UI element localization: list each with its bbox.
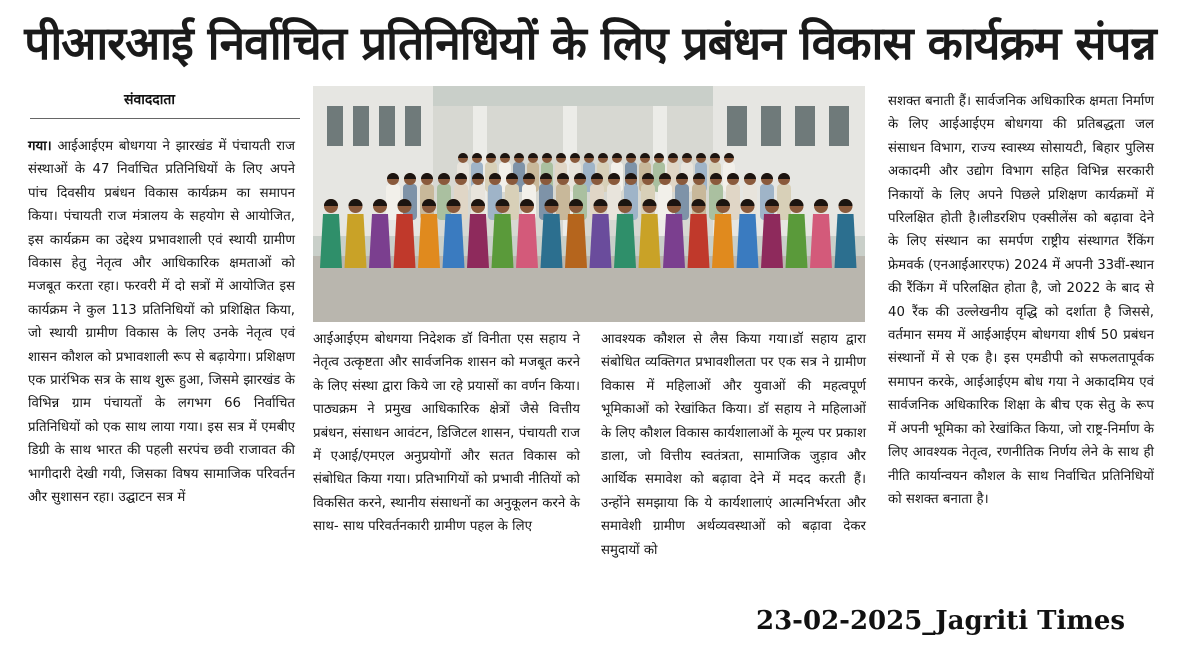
article-column-1 <box>28 135 295 510</box>
person-saree <box>492 214 514 268</box>
group-photo <box>313 86 865 322</box>
building-window <box>829 106 849 146</box>
person-saree <box>418 214 440 268</box>
person-saree <box>786 214 808 268</box>
person-saree <box>516 214 538 268</box>
person-saree <box>541 214 563 268</box>
person-saree <box>639 214 661 268</box>
building-window <box>761 106 781 146</box>
person-saree <box>663 214 685 268</box>
person-saree <box>810 214 832 268</box>
column-3-text: आवश्यक कौशल से लैस किया गया।डॉ सहाय द्वारा संबोधित व्यक्तिगत प्रभावशीलता पर एक सत्र ने ग्रामीण विकास में महिलाओं और युवाओं की महत्वपूर्ण भूमिकाओं को रेखांकित किया। डॉ सहाय ने महिलाओं के लिए कौशल विकास कार्यशालाओं के मूल्य पर प्रकाश डाला, जो वित्तीय स्वतंत्रता, सामाजिक जुड़ाव और आर्थिक समावेश को बढ़ावा देने में मदद करती हैं। उन्होंने समझाया कि ये कार्यशालाएं आत्मनिर्भरता और समावेशी ग्रामीण अर्थव्यवस्थाओं को बढ़ावा देकर समुदायों को <box>601 332 866 558</box>
person-saree <box>761 214 783 268</box>
person-saree <box>614 214 636 268</box>
person-saree <box>443 214 465 268</box>
building-window <box>795 106 815 146</box>
byline-divider <box>30 118 300 119</box>
building-window <box>353 106 369 146</box>
building-window <box>405 106 421 146</box>
group-photo-illustration <box>313 86 865 322</box>
person-saree <box>467 214 489 268</box>
person-saree <box>712 214 734 268</box>
column-4-text: सशक्त बनाती हैं। सार्वजनिक अधिकारिक क्षमता निर्माण के लिए आईआईएम बोधगया की प्रतिबद्धता जल संसाधन विभाग, राज्य स्वास्थ्य सोसायटी, बिहार पुलिस अकादमी और उद्योग विभाग सहित विभिन्न सरकारी निकायों के लिए अपने पिछले प्रशिक्षण कार्यक्रमों में परिलक्षित होती है।लीडरशिप एक्सीलेंस को बढ़ावा देने के लिए संस्थान का समर्पण राष्ट्रीय संस्थागत रैंकिंग फ्रेमवर्क (एनआईआरएफ) 2024 में अपनी 33वीं-स्थान की रैंकिंग में परिलक्षित होता है, जो 2022 के बाद से 40 रैंक की उल्लेखनीय वृद्धि को दर्शाता है जिससे, वर्तमान समय में आईआईएम बोधगया शीर्ष 50 प्रबंधन संस्थानों में से एक है। इस एमडीपी को सफलतापूर्वक समापन करके, आईआईएम बोध गया ने अकादमिय एवं सार्वजनिक अधिकारिक शिक्षा के बीच एक सेतु के रूप में अपनी भूमिका को रेखांकित किया, जो राष्ट्र-निर्माण के लिए आवश्यक नेतृत्व, रणनीतिक निर्णय लेने के साथ ही नीति कार्यान्वयन कौशल के साथ निर्वाचित प्रतिनिधियों को सशक्त बनाता है। <box>888 94 1154 507</box>
person-saree <box>835 214 857 268</box>
publication-dateline: 23-02-2025_Jagriti Times <box>756 606 1126 636</box>
dateline-place: गया। <box>28 139 52 154</box>
person-saree <box>320 214 342 268</box>
headline: पीआरआई निर्वाचित प्रतिनिधियों के लिए प्रबंधन विकास कार्यक्रम संपन्न <box>24 16 1156 70</box>
column-1-text: आईआईएम बोधगया ने झारखंड में पंचायती राज संस्थाओं के 47 निर्वाचित प्रतिनिधियों के लिए अपने पांच दिवसीय प्रबंधन विकास कार्यक्रम का समापन किया। पंचायती राज मंत्रालय के सहयोग से आयोजित, इस कार्यक्रम का उद्देश्य प्रभावशाली एवं स्थायी ग्रामीण विकास हेतु नेतृत्व और आधिकारिक क्षमताओं को मजबूत करता रहा। फरवरी में दो सत्रों में आयोजित इस कार्यक्रम ने कुल 113 प्रतिनिधियों को प्रशिक्षित किया, जो स्थायी ग्रामीण विकास के लिए उनके नेतृत्व एवं शासन कौशल को प्रभावशाली रूप से बढ़ायेगा। प्रशिक्षण एक प्रारंभिक सत्र के साथ शुरू हुआ, जिसमे झारखंड के विभिन्न ग्राम पंचायतों के लगभग 66 निर्वाचित प्रतिनिधियों को एक साथ लाया गया। इस सत्र में एमबीए डिग्री के साथ भारत की पहली सरपंच छवी राजावत की भागीदारी देखी गयी, जिसका विषय सामाजिक परिवर्तन और सुशासन रहा। उद्घाटन सत्र में <box>28 139 295 506</box>
person-saree <box>394 214 416 268</box>
byline: संवाददाता <box>124 92 175 108</box>
article-column-4 <box>888 90 1154 511</box>
building-window <box>327 106 343 146</box>
person-saree <box>737 214 759 268</box>
person-saree <box>369 214 391 268</box>
article-column-3 <box>601 328 866 562</box>
person-saree <box>590 214 612 268</box>
article-column-2 <box>313 328 580 539</box>
person-saree <box>688 214 710 268</box>
column-2-text: आईआईएम बोधगया निदेशक डॉ विनीता एस सहाय ने नेतृत्व उत्कृष्टता और सार्वजनिक शासन को मजबूत करने के लिए संस्था द्वारा किये जा रहे प्रयासों का वर्णन किया। पाठ्यक्रम ने प्रमुख आधिकारिक क्षेत्रों जैसे वित्तीय प्रबंधन, संसाधन आवंटन, डिजिटल शासन, पंचायती राज में एआई/एमएल अनुप्रयोगों और सतत विकास को संबोधित किया गया। प्रतिभागियों को प्रभावी नीतियों को विकसित करने, स्थानीय संसाधनों का अनुकूलन करने के साथ- साथ परिवर्तनकारी ग्रामीण पहल के लिए <box>313 332 580 535</box>
person-saree <box>565 214 587 268</box>
building-window <box>727 106 747 146</box>
building-window <box>379 106 395 146</box>
person-saree <box>345 214 367 268</box>
